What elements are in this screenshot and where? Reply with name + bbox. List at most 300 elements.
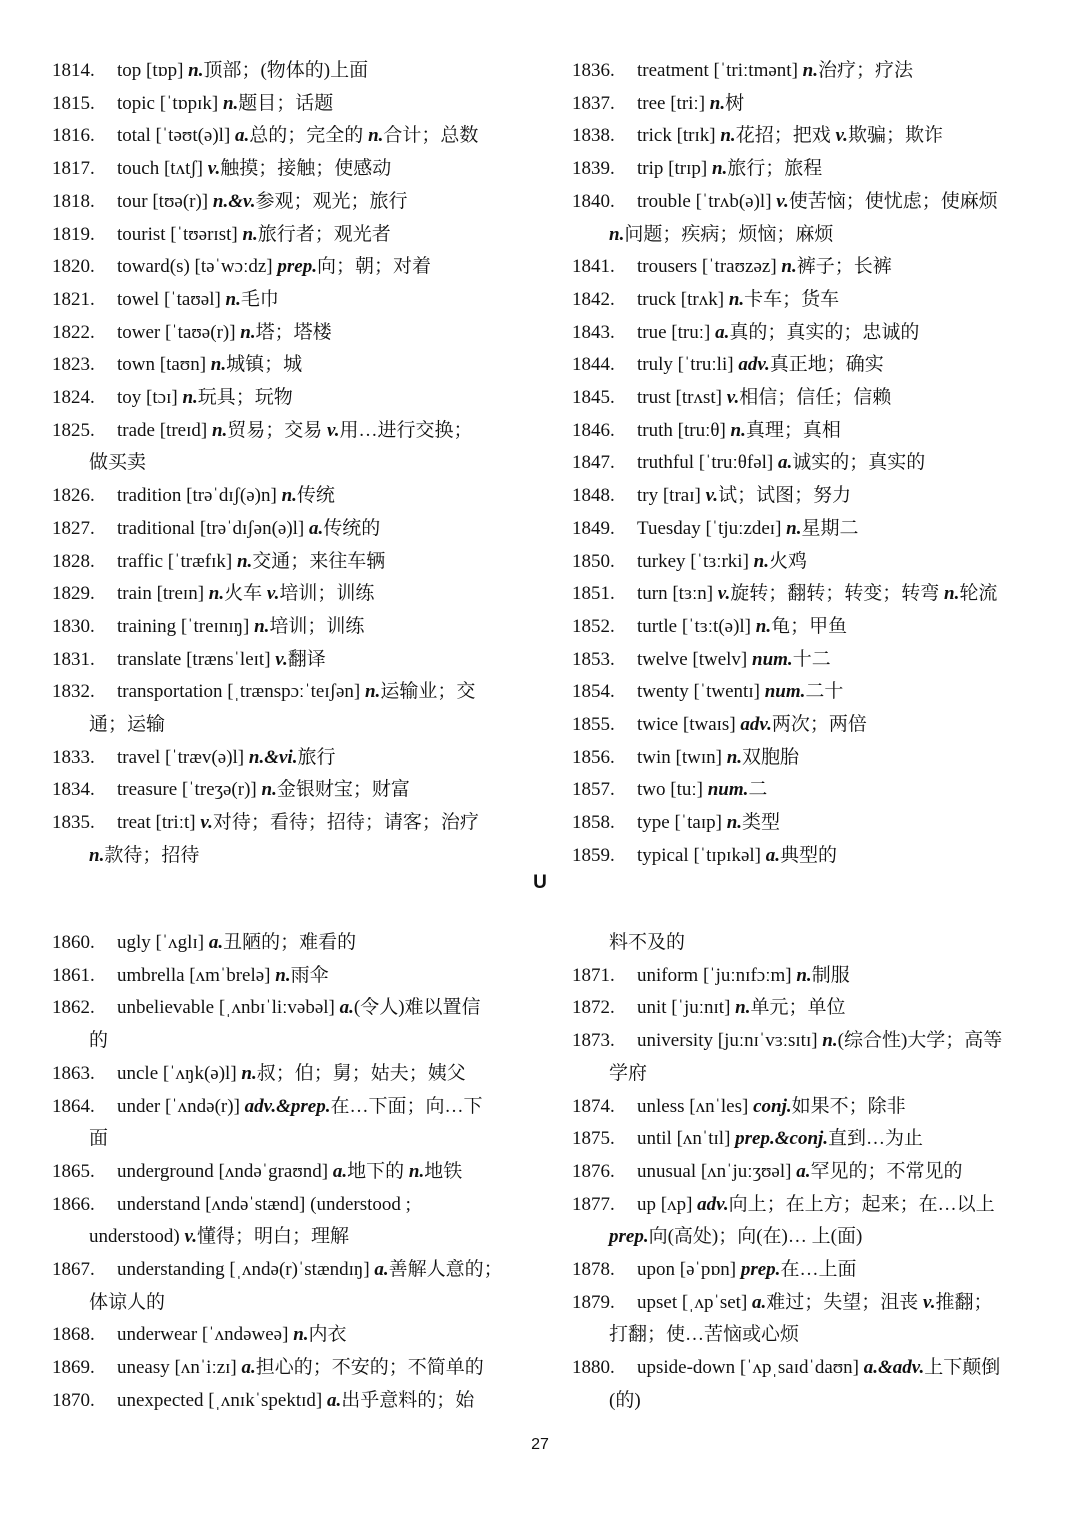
word-entry — [572, 415, 1042, 448]
entry-number: 1873. — [572, 1030, 615, 1052]
part-of-speech: a. — [752, 1291, 767, 1313]
entry-definition: (综合性)大学；高等 — [837, 1030, 1003, 1052]
entry-word: uncle [ˈʌŋk(ə)l] — [117, 1062, 242, 1084]
part-of-speech: n. — [726, 746, 743, 768]
word-entry — [52, 742, 522, 775]
part-of-speech: v. — [835, 125, 848, 147]
entry-number: 1835. — [52, 812, 95, 834]
entry-word: truly [ˈtruːli] — [637, 354, 739, 376]
entry-word: tour [tʊə(r)] — [117, 190, 213, 212]
entry-definition: 如果不；除非 — [791, 1095, 906, 1117]
part-of-speech: adv. — [697, 1193, 729, 1215]
part-of-speech: v. — [200, 812, 213, 834]
part-of-speech: num. — [707, 779, 749, 801]
entry-number: 1827. — [52, 517, 95, 539]
entry-definition: 参观；观光；旅行 — [255, 190, 408, 212]
word-entry — [52, 644, 522, 677]
part-of-speech: n. — [728, 288, 745, 310]
continued-line — [572, 219, 1042, 252]
word-entry — [572, 742, 1042, 775]
entry-number: 1875. — [572, 1128, 615, 1150]
entry-word: trust [trʌst] — [637, 387, 727, 409]
word-entry — [572, 55, 1042, 88]
part-of-speech: a. — [332, 1160, 348, 1182]
part-of-speech: n. — [241, 1062, 257, 1084]
entry-word: town [taʊn] — [117, 354, 211, 376]
entry-number: 1832. — [52, 681, 95, 703]
continued-line — [52, 1025, 522, 1058]
word-entry — [52, 153, 522, 186]
entry-word: type [ˈtaɪp] — [637, 812, 727, 834]
part-of-speech: v. — [275, 648, 288, 670]
part-of-speech: adv.&prep. — [244, 1095, 331, 1117]
word-entry — [572, 447, 1042, 480]
entry-number: 1878. — [572, 1259, 615, 1281]
entry-word: under [ˈʌndə(r)] — [117, 1095, 245, 1117]
entry-definition: 顶部；(物体的)上面 — [203, 60, 369, 81]
entry-definition: 典型的 — [779, 844, 837, 866]
entry-definition: 难过；失望；沮丧 — [766, 1291, 924, 1313]
word-entry — [52, 219, 522, 252]
entry-number: 1828. — [52, 550, 95, 572]
entry-definition: 上下颠倒 — [924, 1357, 1001, 1379]
entry-definition: 问题；疾病；烦恼；麻烦 — [624, 223, 834, 245]
entry-number: 1874. — [572, 1095, 615, 1117]
part-of-speech: a.&adv. — [863, 1357, 925, 1379]
part-of-speech: a. — [765, 844, 780, 866]
entry-definition: 地下的 — [347, 1160, 409, 1182]
part-of-speech: n. — [182, 387, 198, 409]
entry-word: tree [triː] — [637, 92, 710, 114]
word-entry — [572, 807, 1042, 840]
entry-definition: 出乎意料的；始 — [341, 1389, 475, 1411]
word-entry — [572, 611, 1042, 644]
part-of-speech: n. — [281, 485, 297, 507]
part-of-speech: a. — [235, 125, 250, 147]
entry-definition: 花招；把戏 — [735, 125, 836, 147]
entry-definition: 二十 — [805, 681, 844, 703]
entry-number: 1819. — [52, 223, 95, 245]
entry-definition: 培训；训练 — [269, 615, 365, 637]
entry-number: 1836. — [572, 60, 615, 81]
entry-number: 1866. — [52, 1193, 95, 1215]
word-entry — [572, 676, 1042, 709]
word-entry — [52, 251, 522, 284]
word-entry — [572, 480, 1042, 513]
entry-definition: 翻译 — [287, 648, 326, 670]
entry-number: 1821. — [52, 288, 95, 310]
entry-definition: 相信；信任；信赖 — [739, 387, 892, 409]
entry-word: transportation [ˌtrænspɔːˈteɪʃən] — [117, 681, 365, 703]
entry-definition: 试；试图；努力 — [718, 485, 852, 507]
entry-definition: 做买卖 — [89, 452, 147, 474]
entry-number: 1839. — [572, 158, 615, 180]
entry-definition: 总的；完全的 — [249, 125, 369, 147]
entry-number: 1846. — [572, 419, 615, 441]
entry-number: 1844. — [572, 354, 615, 376]
part-of-speech: n. — [293, 1324, 309, 1346]
part-of-speech: n. — [786, 517, 802, 539]
entry-word: total [ˈtəʊt(ə)l] — [117, 125, 236, 147]
entry-number: 1859. — [572, 844, 615, 866]
entry-definition: 玩具；玩物 — [197, 387, 293, 409]
part-of-speech: n. — [242, 223, 258, 245]
part-of-speech: n. — [254, 615, 270, 637]
word-entry — [52, 513, 522, 546]
word-entry — [572, 1254, 1042, 1287]
entry-word: uniform [ˈjuːnɪfɔːm] — [637, 964, 797, 986]
entry-number: 1818. — [52, 190, 95, 212]
entry-number: 1841. — [572, 256, 615, 278]
entry-number: 1842. — [572, 288, 615, 310]
entry-number: 1816. — [52, 125, 95, 147]
part-of-speech: n. — [781, 256, 797, 278]
entry-definition: 雨伞 — [290, 964, 329, 986]
entry-word: trade [treɪd] — [117, 419, 212, 441]
word-entry — [572, 186, 1042, 219]
entry-word: unexpected [ˌʌnɪkˈspektɪd] — [117, 1389, 327, 1411]
entry-word: trouble [ˈtrʌb(ə)l] — [637, 190, 777, 212]
part-of-speech: n. — [89, 844, 105, 866]
entry-definition: 题目；话题 — [238, 92, 334, 114]
entry-number: 1851. — [572, 583, 615, 605]
continued-line — [52, 709, 522, 742]
entry-word: treat [triːt] — [117, 812, 201, 834]
entry-definition: 金银财宝；财富 — [276, 779, 410, 801]
word-entry — [572, 382, 1042, 415]
part-of-speech: n.&vi. — [248, 746, 298, 768]
part-of-speech: n. — [275, 964, 291, 986]
part-of-speech: n. — [368, 125, 384, 147]
part-of-speech: adv. — [740, 714, 772, 736]
entry-definition: 在…下面；向…下 — [330, 1095, 483, 1117]
word-entry — [572, 1123, 1042, 1156]
entry-number: 1852. — [572, 615, 615, 637]
part-of-speech: n. — [236, 550, 253, 572]
word-entry — [52, 1352, 522, 1385]
part-of-speech: n. — [240, 321, 256, 343]
entry-number: 1879. — [572, 1291, 615, 1313]
entry-number: 1831. — [52, 648, 95, 670]
part-of-speech: v. — [327, 419, 340, 441]
entry-definition: 双胞胎 — [742, 746, 800, 768]
part-of-speech: a. — [374, 1259, 389, 1281]
entry-word: trick [trɪk] — [637, 125, 721, 147]
entry-word: unbelievable [ˌʌnbɪˈliːvəbəl] — [117, 997, 340, 1019]
entry-number: 1856. — [572, 746, 615, 768]
word-entry — [572, 317, 1042, 350]
entry-word: truthful [ˈtruːθfəl] — [637, 452, 778, 474]
entry-definition: 在…上面 — [780, 1259, 857, 1281]
part-of-speech: v. — [717, 583, 731, 605]
entry-word: try [traɪ] — [637, 485, 706, 507]
entry-number: 1830. — [52, 615, 95, 637]
word-entry — [52, 1254, 522, 1287]
entry-definition: 旅行者；观光者 — [257, 223, 391, 245]
entry-word: typical [ˈtɪpɪkəl] — [637, 844, 766, 866]
word-entry — [52, 88, 522, 121]
word-entry — [572, 774, 1042, 807]
entry-number: 1854. — [572, 681, 615, 703]
entry-definition: 丑陋的；难看的 — [223, 932, 357, 953]
part-of-speech: a. — [339, 997, 354, 1019]
word-entry — [52, 186, 522, 219]
part-of-speech: n. — [208, 583, 225, 605]
entry-word: top [tɒp] — [117, 60, 189, 81]
part-of-speech: num. — [764, 681, 806, 703]
word-entry — [572, 251, 1042, 284]
entry-definition: 内衣 — [308, 1324, 347, 1346]
entry-word: twice [twaɪs] — [637, 714, 741, 736]
entry-number: 1861. — [52, 964, 95, 986]
word-entry — [572, 992, 1042, 1025]
entry-word: upset [ˌʌpˈset] — [637, 1291, 753, 1313]
entry-definition: 体谅人的 — [89, 1291, 166, 1313]
continued-line — [572, 1058, 1042, 1091]
entry-word: traffic [ˈtræfɪk] — [117, 550, 237, 572]
entry-word: understanding [ˌʌndə(r)ˈstændɪŋ] — [117, 1259, 375, 1281]
entry-definition: 打翻；使…苦恼或心烦 — [609, 1324, 800, 1346]
entry-number: 1862. — [52, 997, 95, 1019]
entry-number: 1850. — [572, 550, 615, 572]
entry-word: unit [ˈjuːnɪt] — [637, 997, 736, 1019]
entry-word: translate [trænsˈleɪt] — [117, 648, 276, 670]
entry-word: up [ʌp] — [637, 1193, 698, 1215]
entry-definition: (的) — [609, 1389, 641, 1411]
part-of-speech: n. — [364, 681, 381, 703]
part-of-speech: n. — [222, 92, 239, 114]
entry-definition: 欺骗；欺诈 — [847, 125, 943, 147]
word-entry — [572, 1025, 1042, 1058]
entry-number: 1869. — [52, 1357, 95, 1379]
word-entry — [52, 1091, 522, 1124]
word-entry — [52, 120, 522, 153]
part-of-speech: n.&v. — [212, 190, 256, 212]
continued-line — [572, 1319, 1042, 1352]
continued-line — [572, 1385, 1042, 1418]
entry-number: 1871. — [572, 964, 615, 986]
entry-definition: 面 — [89, 1128, 109, 1150]
entry-definition: 推翻； — [935, 1291, 993, 1313]
word-entry — [572, 1287, 1042, 1320]
part-of-speech: n. — [796, 964, 812, 986]
entry-word: underground [ʌndəˈgraʊnd] — [117, 1160, 333, 1182]
entry-word: topic [ˈtɒpɪk] — [117, 92, 223, 114]
continued-line — [52, 1123, 522, 1156]
entry-definition: 向；朝；对着 — [316, 256, 431, 278]
word-entry — [52, 1385, 522, 1418]
entry-word: trousers [ˈtraʊzəz] — [637, 256, 782, 278]
continued-line — [52, 1221, 522, 1254]
part-of-speech: n. — [211, 419, 228, 441]
entry-number: 1843. — [572, 321, 615, 343]
word-entry — [572, 960, 1042, 993]
entry-definition: 裤子；长裤 — [796, 256, 892, 278]
entry-number: 1877. — [572, 1193, 615, 1215]
part-of-speech: n. — [408, 1160, 425, 1182]
entry-number: 1815. — [52, 92, 95, 114]
part-of-speech: v. — [266, 583, 280, 605]
word-entry — [52, 1156, 522, 1189]
entry-word: upside-down [ˈʌpˌsaɪdˈdaʊn] — [637, 1357, 864, 1379]
entry-definition: 类型 — [742, 812, 781, 834]
word-entry — [52, 611, 522, 644]
word-entry — [572, 578, 1042, 611]
entry-number: 1865. — [52, 1160, 95, 1182]
entry-word: until [ʌnˈtɪl] — [637, 1128, 736, 1150]
word-entry — [52, 55, 522, 88]
entry-number: 1817. — [52, 158, 95, 180]
word-entry — [52, 349, 522, 382]
entry-definition: 十二 — [792, 648, 831, 670]
entry-word: tower [ˈtaʊə(r)] — [117, 321, 241, 343]
word-entry — [52, 1319, 522, 1352]
part-of-speech: prep.&conj. — [735, 1128, 829, 1150]
entry-word: towel [ˈtaʊəl] — [117, 288, 226, 310]
entry-number: 1826. — [52, 485, 95, 507]
word-entry — [572, 1156, 1042, 1189]
entry-word: twenty [ˈtwentɪ] — [637, 681, 765, 703]
entry-definition: 罕见的；不常见的 — [810, 1160, 963, 1182]
part-of-speech: n. — [735, 997, 751, 1019]
entry-word: twin [twɪn] — [637, 746, 727, 768]
part-of-speech: n. — [711, 158, 728, 180]
entry-number: 1833. — [52, 746, 95, 768]
word-entry — [572, 284, 1042, 317]
part-of-speech: n. — [210, 354, 227, 376]
part-of-speech: num. — [752, 648, 793, 670]
entry-number: 1853. — [572, 648, 615, 670]
entry-definition: 真理；真相 — [745, 419, 841, 441]
entry-word: university [juːnɪˈvɜːsɪtɪ] — [637, 1030, 823, 1052]
part-of-speech: a. — [208, 932, 224, 953]
entry-number: 1868. — [52, 1324, 95, 1346]
entry-definition: 使苦恼；使忧虑；使麻烦 — [788, 190, 998, 212]
part-of-speech: n. — [753, 550, 769, 572]
part-of-speech: v. — [184, 1226, 197, 1248]
entry-definition: 运输业；交 — [380, 681, 476, 703]
word-entry — [52, 578, 522, 611]
word-entry — [52, 992, 522, 1025]
part-of-speech: a. — [309, 517, 324, 539]
entry-definition: 火车 — [224, 583, 267, 605]
part-of-speech: n. — [188, 60, 204, 81]
word-entry — [52, 317, 522, 350]
entry-definition: 真的；真实的；忠诚的 — [729, 321, 920, 343]
part-of-speech: n. — [755, 615, 772, 637]
entry-word: underwear [ˈʌndəweə] — [117, 1324, 294, 1346]
entry-definition: 直到…为止 — [828, 1128, 924, 1150]
entry-definition: 毛巾 — [240, 288, 279, 310]
entry-definition: 交通；来往车辆 — [252, 550, 386, 572]
entry-number: 1876. — [572, 1160, 615, 1182]
part-of-speech: a. — [241, 1357, 256, 1379]
word-entry — [572, 349, 1042, 382]
entry-definition: 塔；塔楼 — [255, 321, 332, 343]
word-entry — [52, 774, 522, 807]
word-entry — [52, 927, 522, 960]
entry-definition: 担心的；不安的；不简单的 — [255, 1357, 484, 1379]
entry-definition: 触摸；接触；使感动 — [220, 158, 392, 180]
continued-line — [52, 1287, 522, 1320]
part-of-speech: v. — [776, 190, 789, 212]
part-of-speech: n. — [730, 419, 746, 441]
u-right-column — [572, 927, 1042, 1418]
entry-number: 1867. — [52, 1259, 95, 1281]
part-of-speech: n. — [720, 125, 736, 147]
entry-number: 1825. — [52, 419, 95, 441]
entry-definition: 单元；单位 — [750, 997, 846, 1019]
word-entry — [572, 644, 1042, 677]
part-of-speech: n. — [609, 223, 625, 245]
entry-word: train [treɪn] — [117, 583, 209, 605]
entry-definition: 两次；两倍 — [771, 714, 867, 736]
entry-definition: 龟；甲鱼 — [771, 615, 848, 637]
entry-definition: 培训；训练 — [279, 583, 375, 605]
entry-definition: 向(高处)；向(在)… 上(面) — [648, 1226, 863, 1248]
word-entry — [572, 1189, 1042, 1222]
t-left-column — [52, 55, 522, 873]
entry-number: 1840. — [572, 190, 615, 212]
entry-definition: 贸易；交易 — [227, 419, 328, 441]
entry-definition: 旋转；翻转；转变；转弯 — [730, 583, 945, 605]
entry-word: truth [truːθ] — [637, 419, 731, 441]
entry-word: turn [tɜːn] — [637, 583, 718, 605]
entry-word: tourist [ˈtʊərɪst] — [117, 223, 243, 245]
entry-definition: 善解人意的； — [388, 1259, 503, 1281]
entry-word: turtle [ˈtɜːt(ə)l] — [637, 615, 756, 637]
part-of-speech: prep. — [609, 1226, 649, 1248]
entry-number: 1863. — [52, 1062, 95, 1084]
entry-number: 1848. — [572, 485, 615, 507]
entry-word: travel [ˈtræv(ə)l] — [117, 746, 249, 768]
entry-definition: 的 — [89, 1030, 109, 1052]
part-of-speech: v. — [923, 1291, 936, 1313]
entry-definition: 传统 — [296, 485, 335, 507]
continued-line — [572, 1221, 1042, 1254]
entry-number: 1838. — [572, 125, 615, 147]
entry-number: 1855. — [572, 714, 615, 736]
word-entry — [52, 1058, 522, 1091]
entry-definition: 旅行 — [297, 746, 336, 768]
entry-number: 1847. — [572, 452, 615, 474]
word-entry — [52, 676, 522, 709]
word-entry — [572, 546, 1042, 579]
word-entry — [572, 513, 1042, 546]
entry-number: 1872. — [572, 997, 615, 1019]
part-of-speech: a. — [796, 1160, 811, 1182]
part-of-speech: a. — [715, 321, 730, 343]
section-heading: U — [533, 872, 547, 893]
entry-number: 1858. — [572, 812, 615, 834]
part-of-speech: prep. — [740, 1259, 781, 1281]
entry-definition: 树 — [725, 92, 745, 114]
entry-number: 1837. — [572, 92, 615, 114]
entry-number: 1849. — [572, 517, 615, 539]
entry-word: traditional [trəˈdɪʃən(ə)l] — [117, 517, 310, 539]
entry-definition: 星期二 — [801, 517, 859, 539]
part-of-speech: adv. — [738, 354, 770, 376]
entry-definition: 轮流 — [959, 583, 998, 605]
entry-definition: 制服 — [811, 964, 850, 986]
word-entry — [572, 88, 1042, 121]
word-entry — [572, 153, 1042, 186]
entry-definition: 对待；看待；招待；请客；治疗 — [212, 812, 479, 834]
entry-word: training [ˈtreɪnɪŋ] — [117, 615, 255, 637]
entry-number: 1845. — [572, 387, 615, 409]
entry-definition: 火鸡 — [769, 550, 808, 572]
part-of-speech: a. — [778, 452, 793, 474]
